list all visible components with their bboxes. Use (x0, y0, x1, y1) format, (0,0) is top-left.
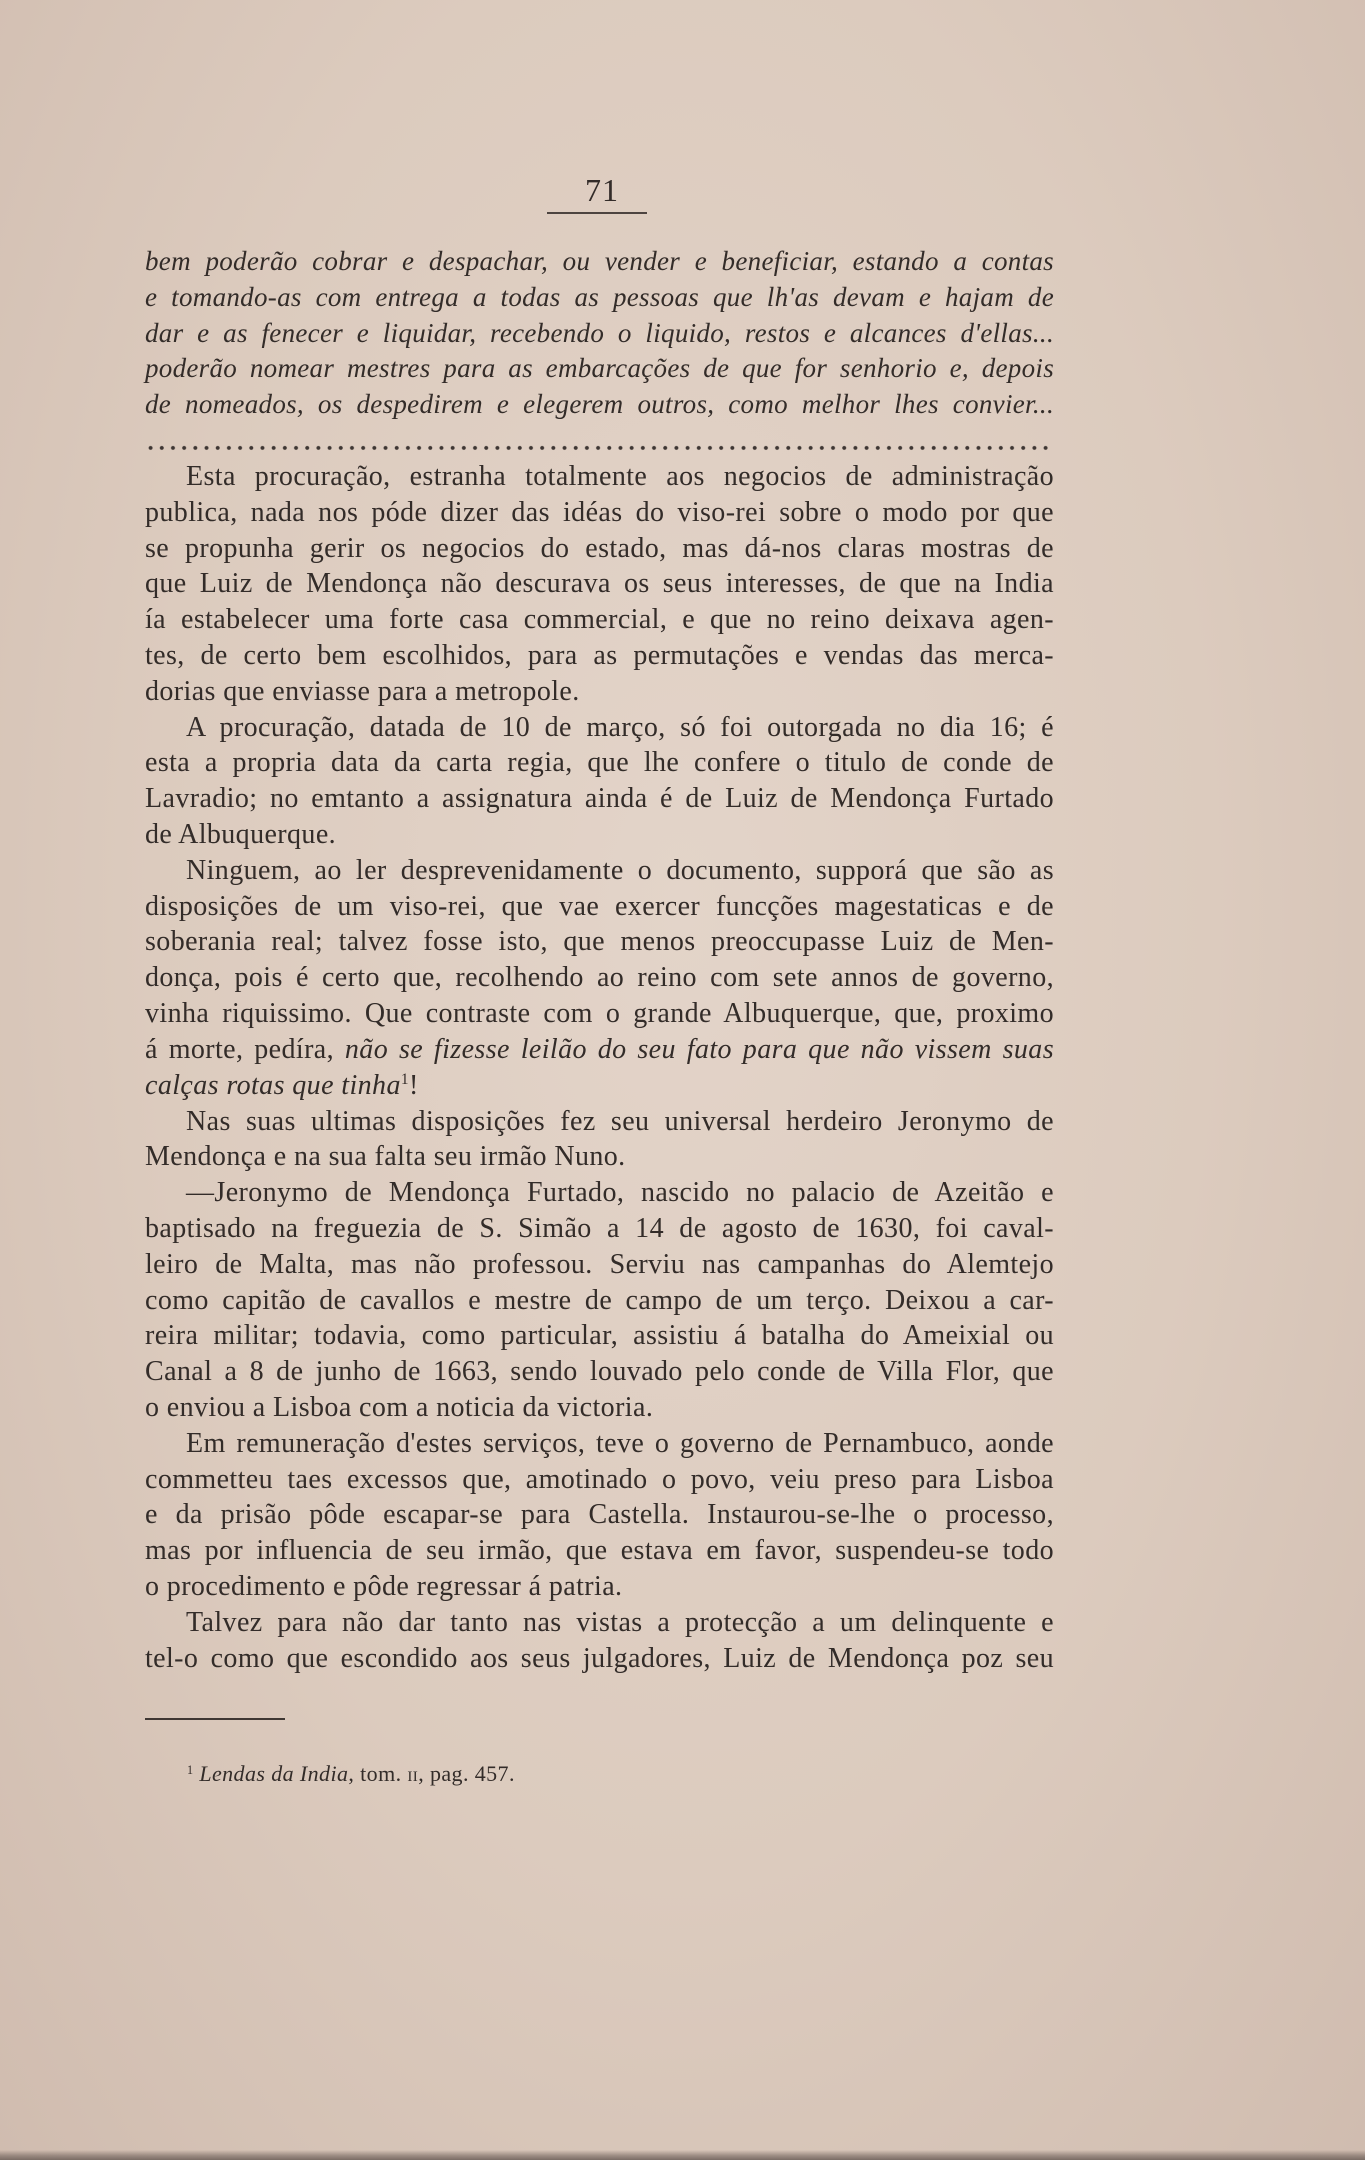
body-line: que Luiz de Mendonça não descurava os seus interesses, de que na India (145, 568, 1054, 600)
roman-text: á morte, pedíra, (145, 1033, 345, 1065)
body-line: e da prisão pôde escapar-se para Castella. Instaurou-se-lhe o processo, (145, 1499, 1054, 1531)
body-line: leiro de Malta, mas não professou. Serviu nas campanhas do Alemtejo (145, 1248, 1054, 1280)
page-number-rule (547, 212, 647, 214)
body-line: commetteu taes excessos que, amotinado o povo, veiu preso para Lisboa (145, 1463, 1054, 1495)
body-line: esta a propria data da carta regia, que lhe confere o titulo de conde de (145, 747, 1054, 779)
quote-line: poderão nomear mestres para as embarcações de que for senhorio e, depois (145, 353, 1054, 384)
italic-quotation: não se fizesse leilão do seu fato para que não vissem suas (344, 1033, 1055, 1065)
footnote (187, 1758, 515, 1790)
body-line: baptisado na freguezia de S. Simão a 14 de agosto de 1630, foi caval- (145, 1212, 1054, 1244)
footnote-volume: ii (407, 1761, 419, 1786)
body-line: de Albuquerque. (145, 819, 337, 850)
footnote-reference: 1 (400, 1071, 409, 1089)
quote-line: bem poderão cobrar e despachar, ou vender e beneficiar, estando a contas (145, 246, 1054, 276)
page-bottom-edge (0, 2150, 1365, 2160)
body-line: Esta procuração, estranha totalmente aos negocios de administração (186, 460, 1054, 492)
body-line: disposições de um viso-rei, que vae exercer funcções magestaticas e de (145, 890, 1054, 922)
main-text (145, 244, 1054, 1677)
quote-line: dar e as fenecer e liquidar, recebendo o liquido, restos e alcances d'ellas... (145, 317, 1054, 348)
paragraph (145, 459, 1054, 710)
body-line: ía estabelecer uma forte casa commercial, e que no reino deixava agen- (145, 604, 1054, 636)
footnote-source-title: Lendas da India (199, 1761, 349, 1786)
body-line: Em remuneração d'estes serviços, teve o governo de Pernambuco, aonde (186, 1427, 1054, 1459)
footnote-text: , pag. 457. (418, 1761, 515, 1786)
body-line (145, 1032, 1054, 1068)
body-line: Talvez para não dar tanto nas vistas a protecção a um delinquente e (186, 1606, 1054, 1638)
italic-quotation: calças rotas que tinha (145, 1069, 401, 1101)
body-line: A procuração, datada de 10 de março, só foi outorgada no dia 16; é (186, 711, 1054, 743)
paragraph (145, 1426, 1054, 1605)
quote-line: e tomando-as com entrega a todas as pessoas que lh'as devam e hajam de (145, 281, 1054, 312)
body-line: —Jeronymo de Mendonça Furtado, nascido no palacio de Azeitão e (186, 1177, 1054, 1209)
roman-text: ! (408, 1069, 419, 1101)
body-line: Nas suas ultimas disposições fez seu universal herdeiro Jeronymo de (186, 1105, 1054, 1137)
body-line (145, 1068, 1054, 1104)
body-line: o procedimento e pôde regressar á patria. (145, 1571, 623, 1603)
footnote-text: , tom. (348, 1761, 408, 1786)
omission-dots-divider (145, 423, 1054, 459)
paragraph (145, 1175, 1054, 1426)
body-line: Ninguem, ao ler desprevenidamente o documento, supporá que são as (186, 854, 1054, 886)
body-line: mas por influencia de seu irmão, que estava em favor, suspendeu-se todo (145, 1535, 1054, 1567)
body-line: publica, nada nos póde dizer das idéas do viso-rei sobre o modo por que (145, 496, 1054, 528)
body-line: se propunha gerir os negocios do estado, mas dá-nos claras mostras de (145, 532, 1054, 564)
body-line: o enviou a Lisboa com a noticia da victoria. (145, 1392, 654, 1423)
body-line: Mendonça e na sua falta seu irmão Nuno. (145, 1141, 626, 1173)
paragraph (145, 853, 1054, 1104)
body-line: soberania real; talvez fosse isto, que menos preoccupasse Luiz de Men- (145, 926, 1054, 958)
body-line: Lavradio; no emtanto a assignatura ainda é de Luiz de Mendonça Furtado (145, 783, 1054, 815)
footnote-separator (145, 1718, 285, 1720)
paragraph (145, 1605, 1054, 1677)
page-number: 71 (585, 172, 619, 208)
footnote-marker: 1 (187, 1762, 194, 1777)
paragraph (145, 710, 1054, 853)
body-line: tes, de certo bem escolhidos, para as permutações e vendas das merca- (145, 639, 1054, 671)
quote-line: de nomeados, os despedirem e elegerem outros, como melhor lhes convier... (145, 389, 1054, 420)
body-line: como capitão de cavallos e mestre de campo de um terço. Deixou a car- (145, 1284, 1054, 1316)
paragraph (145, 1104, 1054, 1176)
body-line: donça, pois é certo que, recolhendo ao reino com sete annos de governo, (145, 962, 1054, 994)
body-line: dorias que enviasse para a metropole. (145, 675, 580, 707)
quoted-document-excerpt (145, 244, 1054, 423)
body-line: tel-o como que escondido aos seus julgadores, Luiz de Mendonça poz seu (145, 1642, 1054, 1674)
body-line: vinha riquissimo. Que contraste com o grande Albuquerque, que, proximo (145, 998, 1054, 1030)
body-line: reira militar; todavia, como particular, assistiu á batalha do Ameixial ou (145, 1320, 1054, 1352)
body-line: Canal a 8 de junho de 1663, sendo louvado pelo conde de Villa Flor, que (145, 1356, 1054, 1388)
